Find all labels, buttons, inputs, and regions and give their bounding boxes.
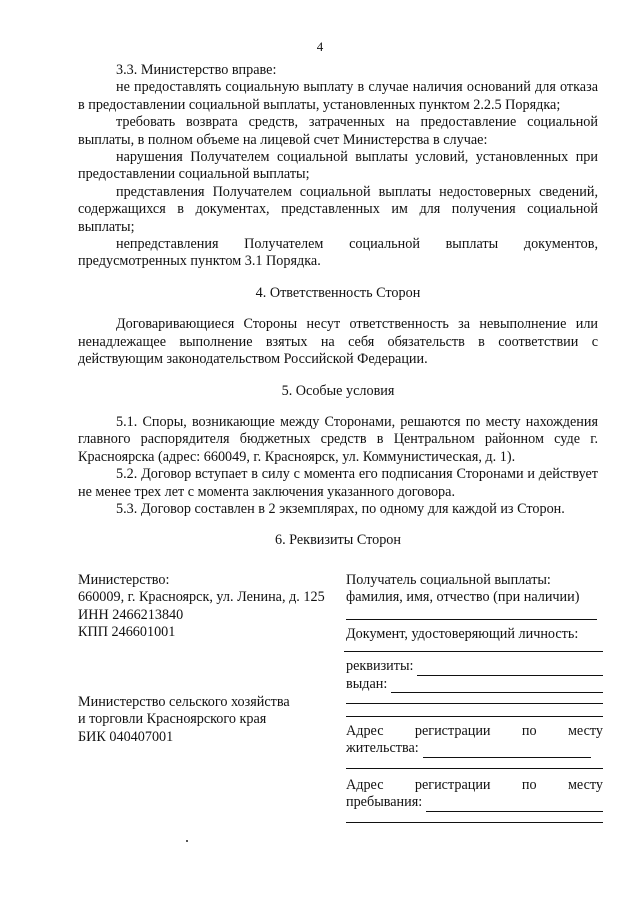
- stay-address-label: Адрес регистрации по месту: [346, 776, 603, 793]
- stay-label: пребывания:: [346, 794, 423, 811]
- blank-line: [346, 812, 603, 823]
- paragraph: требовать возврата средств, затраченных на предоставление социальной выплаты, в полном объеме на лицевой счет Министерства в случае:: [78, 114, 598, 148]
- requisite-line: ИНН 2466213840: [78, 606, 184, 623]
- issued-by-label: выдан:: [346, 675, 388, 692]
- party-requisites: [78, 572, 603, 842]
- document-body: [78, 62, 598, 564]
- requisite-line: БИК 040407001: [78, 728, 174, 745]
- residence-address-label: Адрес регистрации по месту: [346, 722, 603, 739]
- requisite-line: Документ, удостоверяющий личность:: [346, 625, 579, 642]
- recipient-requisites: [346, 572, 603, 823]
- section-5-heading: 5. Особые условия: [281, 382, 395, 399]
- section-3-3-title: 3.3. Министерство вправе:: [116, 62, 277, 78]
- paragraph: непредставления Получателем социальной выплаты документов, предусмотренных пунктом 3.1 Порядка.: [78, 236, 598, 270]
- requisite-line: 660009, г. Красноярск, ул. Ленина, д. 125: [78, 589, 325, 606]
- paragraph: 5.3. Договор составлен в 2 экземплярах, по одному для каждой из Сторон.: [116, 500, 565, 517]
- paragraph: не предоставлять социальную выплату в случае наличия оснований для отказа в предоставлении социальной выплаты, установленных пунктом 2.2.5 Порядка;: [78, 79, 598, 113]
- requisite-line: и торговли Красноярского края: [78, 711, 267, 728]
- blank-line: [346, 607, 597, 620]
- requisite-line: КПП 246601001: [78, 624, 176, 641]
- requisite-line: Министерство сельского хозяйства: [78, 693, 290, 710]
- blank-line: [346, 693, 603, 704]
- requisite-line: Министерство:: [78, 572, 170, 588]
- details-label: реквизиты:: [346, 658, 414, 675]
- paragraph: представления Получателем социальной выплаты недостоверных сведений, содержащихся в документах, представленных им для получения социальной выплаты;: [78, 183, 598, 235]
- paragraph: 5.1. Споры, возникающие между Сторонами, решаются по месту нахождения главного распорядителя бюджетных средств в Центральном районном суде г. Красноярска (адрес: 660049, г. Красноярск, ул. Коммунистическая, д. 1).: [78, 413, 598, 465]
- section-4-heading: 4. Ответственность Сторон: [255, 284, 421, 301]
- paragraph: 5.2. Договор вступает в силу с момента его подписания Сторонами и действует не менее трех лет с момента заключения указанного договора.: [78, 466, 598, 500]
- scan-speck: [186, 840, 188, 842]
- page-number: 4: [316, 39, 324, 54]
- paragraph: Договаривающиеся Стороны несут ответственность за невыполнение или ненадлежащее выполнение взятых на себя обязательств в соответствии с действующим законодательством Российской Федерации.: [78, 316, 598, 368]
- blank-line: [344, 643, 603, 652]
- blank-line: [346, 758, 603, 769]
- section-6-heading: 6. Реквизиты Сторон: [274, 532, 401, 549]
- residence-label: жительства:: [346, 740, 419, 757]
- issued-by-field-row: [346, 676, 603, 693]
- residence-field-row: [346, 740, 603, 757]
- stay-field-row: [346, 794, 603, 811]
- requisite-line: Получатель социальной выплаты:: [346, 572, 551, 588]
- details-field-row: [346, 658, 603, 675]
- requisite-line: фамилия, имя, отчество (при наличии): [346, 589, 580, 606]
- ministry-requisites: [78, 572, 343, 746]
- paragraph: нарушения Получателем социальной выплаты условий, установленных при предоставлении социальной выплаты;: [78, 149, 598, 183]
- blank-line: [346, 704, 603, 717]
